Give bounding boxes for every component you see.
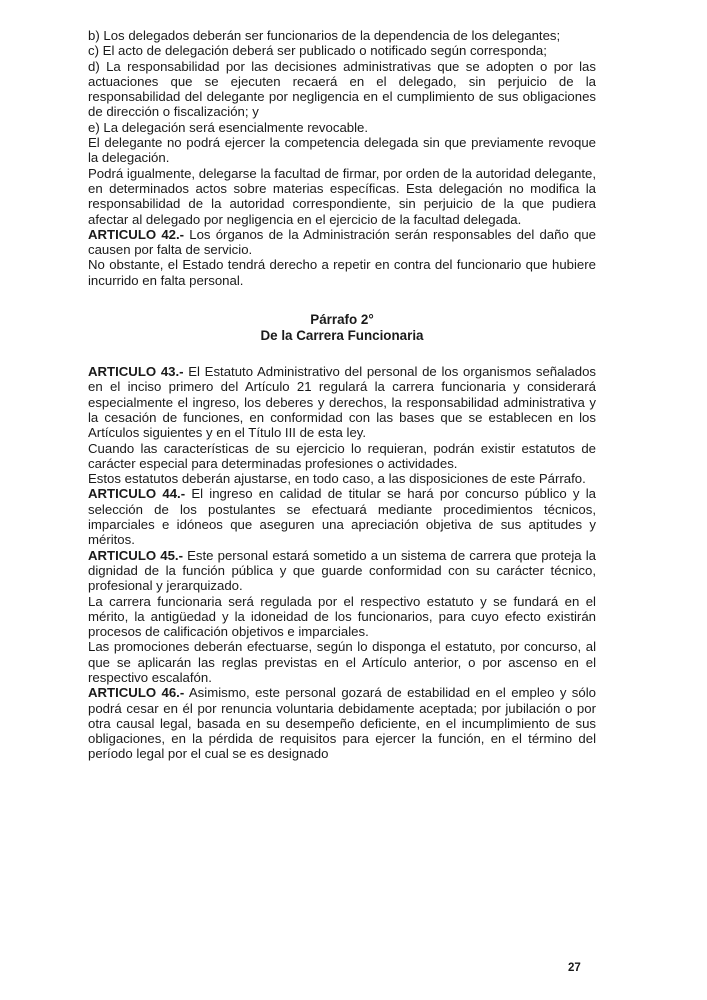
paragraph-text: No obstante, el Estado tendrá derecho a repetir en contra del funcionario que hubiere incurrido en falta personal. <box>88 257 596 288</box>
paragraph <box>88 548 596 594</box>
article-label: ARTICULO 44.- <box>88 486 186 502</box>
paragraph <box>88 28 596 43</box>
paragraph <box>88 639 596 685</box>
paragraphs-bottom <box>88 364 596 762</box>
paragraph-text: Cuando las características de su ejercicio lo requieran, podrán existir estatutos de carácter especial para determinadas profesiones o actividades. <box>88 440 596 471</box>
paragraph <box>88 685 596 761</box>
article-label: ARTICULO 43.- <box>88 364 184 380</box>
section-heading <box>88 312 596 344</box>
article-label: ARTICULO 45.- <box>88 547 183 563</box>
section-title: De la Carrera Funcionaria <box>260 328 424 344</box>
paragraph-text: El Estatuto Administrativo del personal de los organismos señalados en el inciso primero del Artículo 21 regulará la carrera funcionaria y considerará especialmente el ingreso, los deberes y derechos, la responsabilidad administrativa y la cesación de funciones, en conformidad con las bases que se establecen en los Artículos siguientes y en el Título III de esta ley. <box>88 364 596 441</box>
paragraph <box>88 43 596 58</box>
paragraph <box>88 120 596 135</box>
paragraph-text: El delegante no podrá ejercer la competencia delegada sin que previamente revoque la delegación. <box>88 135 596 166</box>
document-body <box>88 28 596 762</box>
paragraph <box>88 594 596 640</box>
paragraph-text: c) El acto de delegación deberá ser publicado o notificado según corresponda; <box>88 43 547 59</box>
paragraph <box>88 486 596 547</box>
paragraph-text: Las promociones deberán efectuarse, según lo disponga el estatuto, por concurso, al que se aplicarán las reglas previstas en el Artículo anterior, o por ascenso en el respectivo escalafón. <box>88 639 596 685</box>
paragraph <box>88 257 596 288</box>
paragraph-text: d) La responsabilidad por las decisiones administrativas que se adopten o por las actuaciones que se ejecuten recaerá en el delegado, sin perjuicio de la responsabilidad del delegante por negligencia en el cumplimiento de sus obligaciones de dirección o fiscalización; y <box>88 58 596 120</box>
article-label: ARTICULO 46.- <box>88 685 185 701</box>
paragraph <box>88 227 596 258</box>
paragraph-text: Asimismo, este personal gozará de estabilidad en el empleo y sólo podrá cesar en él por renuncia voluntaria debidamente aceptada; por jubilación o por otra causal legal, basada en su desempeño deficiente, en el incumplimiento de sus obligaciones, en la pérdida de requisitos para ejercer la función, en el término del período legal por el cual se es designado <box>88 685 596 762</box>
paragraph-text: Los órganos de la Administración serán responsables del daño que causen por falta de servicio. <box>88 226 597 258</box>
page-number: 27 <box>568 962 581 974</box>
paragraph-text: Este personal estará sometido a un sistema de carrera que proteja la dignidad de la función pública y que guarde conformidad con su carácter técnico, profesional y jerarquizado. <box>88 547 597 594</box>
paragraph-text: e) La delegación será esencialmente revocable. <box>88 119 369 135</box>
paragraphs-top <box>88 28 596 288</box>
paragraph <box>88 441 596 472</box>
paragraph <box>88 135 596 166</box>
paragraph <box>88 166 596 227</box>
article-label: ARTICULO 42.- <box>88 226 185 242</box>
paragraph-text: El ingreso en calidad de titular se hará por concurso público y la selección de los postulantes se efectuará mediante procedimientos técnicos, imparciales e idóneos que aseguren una apreciación objetiva de sus aptitudes y méritos. <box>88 486 597 548</box>
paragraph-text: b) Los delegados deberán ser funcionarios de la dependencia de los delegantes; <box>88 28 561 43</box>
section-number: Párrafo 2° <box>310 312 374 328</box>
paragraph <box>88 364 596 440</box>
paragraph <box>88 471 596 486</box>
paragraph-text: Estos estatutos deberán ajustarse, en todo caso, a las disposiciones de este Párrafo. <box>88 471 586 487</box>
paragraph <box>88 59 596 120</box>
paragraph-text: La carrera funcionaria será regulada por el respectivo estatuto y se fundará en el mérito, la antigüedad y la idoneidad de los funcionarios, para cuyo efecto existirán procesos de calificación objetivos e imparciales. <box>88 593 596 640</box>
paragraph-text: Podrá igualmente, delegarse la facultad de firmar, por orden de la autoridad delegante, en determinados actos sobre materias específicas. Esta delegación no modifica la responsabilidad de la autoridad correspondiente, sin perjuicio de la que pudiera afectar al delegado por negligencia en el ejercicio de la facultad delegada. <box>88 165 596 227</box>
